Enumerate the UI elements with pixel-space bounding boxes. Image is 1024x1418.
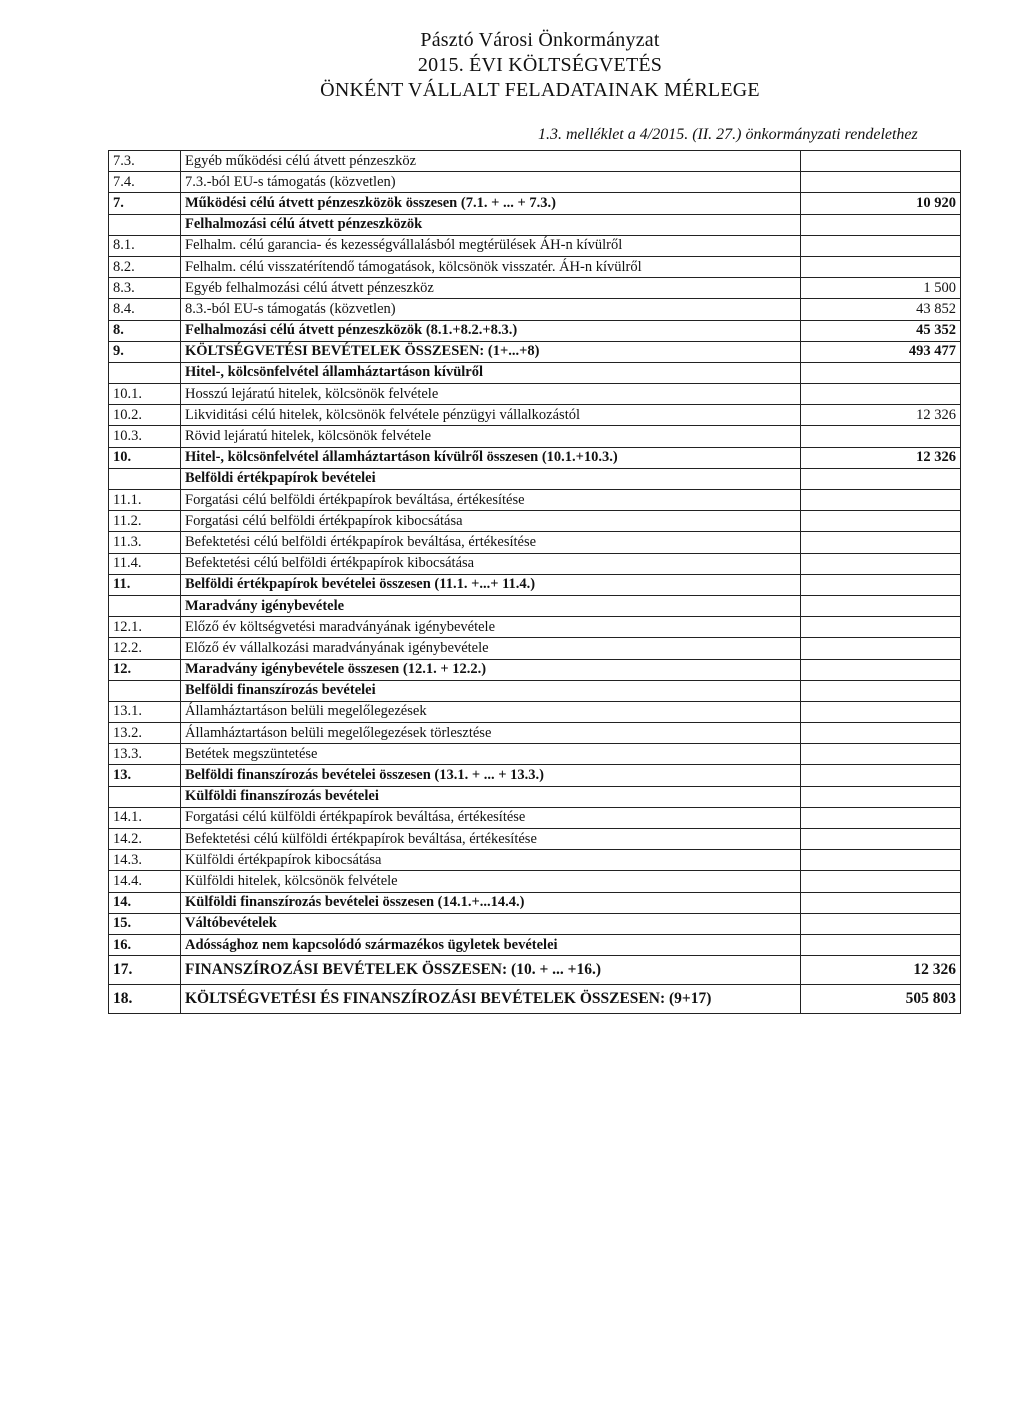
table-row (109, 934, 961, 955)
row-value (801, 553, 961, 574)
row-value (801, 151, 961, 172)
row-label: Államháztartáson belüli megelőlegezések törlesztése (181, 723, 801, 744)
row-code (109, 362, 181, 383)
row-code: 18. (109, 985, 181, 1014)
row-code (109, 786, 181, 807)
row-value: 505 803 (801, 985, 961, 1014)
row-value (801, 871, 961, 892)
row-label: Betétek megszüntetése (181, 744, 801, 765)
row-value (801, 574, 961, 595)
row-code: 14.2. (109, 829, 181, 850)
municipality-name: Pásztó Városi Önkormányzat (420, 29, 660, 51)
table-row (109, 723, 961, 744)
row-code: 15. (109, 913, 181, 934)
row-label: Külföldi hitelek, kölcsönök felvétele (181, 871, 801, 892)
row-code: 9. (109, 341, 181, 362)
row-value: 12 326 (801, 447, 961, 468)
row-value (801, 235, 961, 256)
row-code: 7.3. (109, 151, 181, 172)
row-label: Külföldi finanszírozás bevételei összesen (14.1.+...14.4.) (181, 892, 801, 913)
row-code: 10.1. (109, 384, 181, 405)
document-header (0, 28, 1024, 103)
table-row (109, 320, 961, 341)
table-row (109, 151, 961, 172)
row-label: Hitel-, kölcsönfelvétel államháztartáson kívülről (181, 362, 801, 383)
row-value (801, 468, 961, 489)
row-label: Felhalm. célú garancia- és kezességvállalásból megtérülések ÁH-n kívülről (181, 235, 801, 256)
row-label: 8.3.-ból EU-s támogatás (közvetlen) (181, 299, 801, 320)
row-code: 11.1. (109, 490, 181, 511)
row-label: Felhalmozási célú átvett pénzeszközök (8.1.+8.2.+8.3.) (181, 320, 801, 341)
row-code: 12. (109, 659, 181, 680)
row-label: Felhalm. célú visszatérítendő támogatások, kölcsönök visszatér. ÁH-n kívülről (181, 256, 801, 277)
table-row (109, 956, 961, 985)
table-body (109, 151, 961, 1014)
row-label: Előző év költségvetési maradványának igénybevétele (181, 617, 801, 638)
row-label: Befektetési célú belföldi értékpapírok beváltása, értékesítése (181, 532, 801, 553)
row-value (801, 426, 961, 447)
row-value (801, 765, 961, 786)
row-code: 14. (109, 892, 181, 913)
table-row (109, 468, 961, 489)
table-row (109, 447, 961, 468)
table-row (109, 490, 961, 511)
table-row (109, 829, 961, 850)
row-value (801, 701, 961, 722)
annex-reference: 1.3. melléklet a 4/2015. (II. 27.) önkormányzati rendelethez (538, 126, 918, 143)
row-code: 13.2. (109, 723, 181, 744)
row-value (801, 786, 961, 807)
row-value: 12 326 (801, 405, 961, 426)
table-row (109, 426, 961, 447)
row-value (801, 638, 961, 659)
row-value (801, 256, 961, 277)
row-label: Adóssághoz nem kapcsolódó származékos ügyletek bevételei (181, 934, 801, 955)
row-value (801, 659, 961, 680)
table-row (109, 744, 961, 765)
row-code: 14.1. (109, 807, 181, 828)
row-value: 493 477 (801, 341, 961, 362)
row-code: 13.1. (109, 701, 181, 722)
row-value (801, 172, 961, 193)
row-code: 17. (109, 956, 181, 985)
row-label: Egyéb működési célú átvett pénzeszköz (181, 151, 801, 172)
row-code: 13. (109, 765, 181, 786)
table-row (109, 193, 961, 214)
table-row (109, 299, 961, 320)
table-row (109, 659, 961, 680)
row-code (109, 214, 181, 235)
row-label: Maradvány igénybevétele összesen (12.1. + 12.2.) (181, 659, 801, 680)
table-row (109, 913, 961, 934)
row-label: Működési célú átvett pénzeszközök összesen (7.1. + ... + 7.3.) (181, 193, 801, 214)
row-code: 10. (109, 447, 181, 468)
row-label: FINANSZÍROZÁSI BEVÉTELEK ÖSSZESEN: (10. + ... +16.) (181, 956, 801, 985)
row-label: Rövid lejáratú hitelek, kölcsönök felvétele (181, 426, 801, 447)
table-row (109, 511, 961, 532)
row-code: 8.3. (109, 278, 181, 299)
row-code: 8.2. (109, 256, 181, 277)
row-value (801, 384, 961, 405)
row-code: 10.3. (109, 426, 181, 447)
row-label: Belföldi értékpapírok bevételei összesen (11.1. +...+ 11.4.) (181, 574, 801, 595)
row-label: Hitel-, kölcsönfelvétel államháztartáson kívülről összesen (10.1.+10.3.) (181, 447, 801, 468)
row-label: Maradvány igénybevétele (181, 595, 801, 616)
budget-balance-table (108, 150, 961, 1014)
row-label: Belföldi finanszírozás bevételei összesen (13.1. + ... + 13.3.) (181, 765, 801, 786)
row-code: 11.4. (109, 553, 181, 574)
table-row (109, 850, 961, 871)
row-code: 7. (109, 193, 181, 214)
row-label: Befektetési célú külföldi értékpapírok beváltása, értékesítése (181, 829, 801, 850)
row-label: Felhalmozási célú átvett pénzeszközök (181, 214, 801, 235)
row-code: 11. (109, 574, 181, 595)
row-code: 11.3. (109, 532, 181, 553)
row-value (801, 934, 961, 955)
row-code: 8.4. (109, 299, 181, 320)
row-code: 8. (109, 320, 181, 341)
table-row (109, 638, 961, 659)
row-value (801, 913, 961, 934)
row-code: 12.1. (109, 617, 181, 638)
row-code: 10.2. (109, 405, 181, 426)
table-row (109, 172, 961, 193)
row-code: 13.3. (109, 744, 181, 765)
row-value (801, 490, 961, 511)
row-value (801, 214, 961, 235)
row-code (109, 468, 181, 489)
table-row (109, 384, 961, 405)
table-row (109, 278, 961, 299)
table-row (109, 985, 961, 1014)
row-code: 14.3. (109, 850, 181, 871)
row-label: Váltóbevételek (181, 913, 801, 934)
row-value (801, 532, 961, 553)
row-value (801, 362, 961, 383)
table-row (109, 256, 961, 277)
row-code: 16. (109, 934, 181, 955)
table-row (109, 214, 961, 235)
table-row (109, 701, 961, 722)
row-label: KÖLTSÉGVETÉSI ÉS FINANSZÍROZÁSI BEVÉTELEK ÖSSZESEN: (9+17) (181, 985, 801, 1014)
table-row (109, 235, 961, 256)
row-label: Államháztartáson belüli megelőlegezések (181, 701, 801, 722)
budget-year-title: 2015. ÉVI KÖLTSÉGVETÉS (417, 54, 663, 76)
table-row (109, 405, 961, 426)
table-row (109, 595, 961, 616)
row-label: Előző év vállalkozási maradványának igénybevétele (181, 638, 801, 659)
row-value (801, 595, 961, 616)
row-value: 1 500 (801, 278, 961, 299)
row-code (109, 595, 181, 616)
table-row (109, 765, 961, 786)
row-code: 12.2. (109, 638, 181, 659)
row-value (801, 829, 961, 850)
row-label: Egyéb felhalmozási célú átvett pénzeszköz (181, 278, 801, 299)
table-row (109, 807, 961, 828)
row-value (801, 850, 961, 871)
table-row (109, 532, 961, 553)
row-value: 12 326 (801, 956, 961, 985)
row-code: 14.4. (109, 871, 181, 892)
row-label: Külföldi finanszírozás bevételei (181, 786, 801, 807)
row-value: 43 852 (801, 299, 961, 320)
row-label: Belföldi finanszírozás bevételei (181, 680, 801, 701)
row-label: Forgatási célú belföldi értékpapírok beváltása, értékesítése (181, 490, 801, 511)
row-label: Külföldi értékpapírok kibocsátása (181, 850, 801, 871)
row-label: Hosszú lejáratú hitelek, kölcsönök felvétele (181, 384, 801, 405)
row-label: Belföldi értékpapírok bevételei (181, 468, 801, 489)
table-row (109, 786, 961, 807)
row-value: 10 920 (801, 193, 961, 214)
row-value (801, 744, 961, 765)
row-value (801, 807, 961, 828)
row-code: 8.1. (109, 235, 181, 256)
row-label: KÖLTSÉGVETÉSI BEVÉTELEK ÖSSZESEN: (1+...+8) (181, 341, 801, 362)
row-value (801, 617, 961, 638)
row-code: 7.4. (109, 172, 181, 193)
row-label: Befektetési célú belföldi értékpapírok kibocsátása (181, 553, 801, 574)
table-row (109, 341, 961, 362)
table-row (109, 892, 961, 913)
balance-title: ÖNKÉNT VÁLLALT FELADATAINAK MÉRLEGE (320, 79, 760, 101)
row-label: Forgatási célú belföldi értékpapírok kibocsátása (181, 511, 801, 532)
row-label: Forgatási célú külföldi értékpapírok beváltása, értékesítése (181, 807, 801, 828)
table-row (109, 553, 961, 574)
row-label: Likviditási célú hitelek, kölcsönök felvétele pénzügyi vállalkozástól (181, 405, 801, 426)
row-value (801, 892, 961, 913)
table-row (109, 680, 961, 701)
table-row (109, 871, 961, 892)
row-code (109, 680, 181, 701)
row-value (801, 511, 961, 532)
row-value: 45 352 (801, 320, 961, 341)
table-row (109, 617, 961, 638)
row-label: 7.3.-ból EU-s támogatás (közvetlen) (181, 172, 801, 193)
table-row (109, 574, 961, 595)
row-value (801, 723, 961, 744)
table-row (109, 362, 961, 383)
row-code: 11.2. (109, 511, 181, 532)
row-value (801, 680, 961, 701)
